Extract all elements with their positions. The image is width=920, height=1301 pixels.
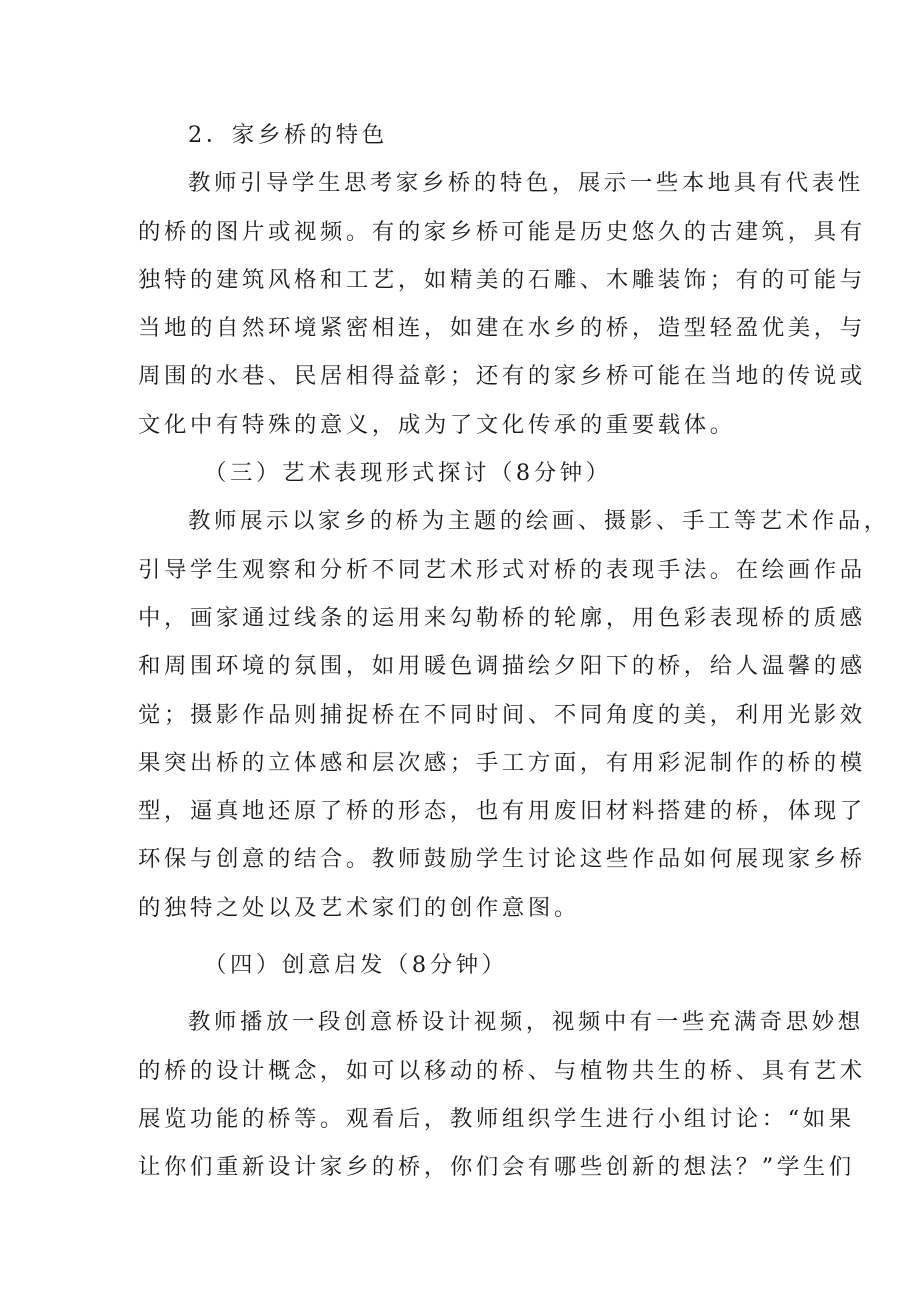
paragraph-line: 环保与创意的结合。教师鼓励学生讨论这些作品如何展现家乡桥 — [138, 846, 866, 873]
paragraph-line: 教师引导学生思考家乡桥的特色，展示一些本地具有代表性 — [188, 170, 864, 197]
paragraph-line: 文化中有特殊的意义，成为了文化传承的重要载体。 — [138, 411, 736, 438]
section-gap — [138, 989, 786, 998]
paragraph-line: 周围的水巷、民居相得益彰；还有的家乡桥可能在当地的传说或 — [138, 363, 866, 390]
paragraph-line: 教师展示以家乡的桥为主题的绘画、摄影、手工等艺术作品， — [188, 508, 890, 535]
section-gap — [138, 932, 786, 941]
paragraph-line: 让你们重新设计家乡的桥，你们会有哪些创新的想法？”学生们 — [138, 1154, 855, 1181]
section-heading: 2．家乡桥的特色 — [188, 122, 388, 148]
document-body — [138, 111, 890, 1192]
section-heading: （三）艺术表现形式探讨（8分钟） — [204, 460, 612, 487]
paragraph-line: 的桥的图片或视频。有的家乡桥可能是历史悠久的古建筑，具有 — [138, 218, 866, 245]
paragraph-line: 的独特之处以及艺术家们的创作意图。 — [138, 894, 580, 921]
paragraph-line: 展览功能的桥等。观看后，教师组织学生进行小组讨论：“如果 — [138, 1105, 855, 1132]
paragraph-line: 和周围环境的氛围，如用暖色调描绘夕阳下的桥，给人温馨的感 — [138, 653, 866, 680]
paragraph-line: 果突出桥的立体感和层次感；手工方面，有用彩泥制作的桥的模 — [138, 749, 866, 776]
section-heading: （四）创意启发（8分钟） — [204, 952, 508, 979]
paragraph-line: 独特的建筑风格和工艺，如精美的石雕、木雕装饰；有的可能与 — [138, 266, 866, 293]
paragraph-line: 的桥的设计概念，如可以移动的桥、与植物共生的桥、具有艺术 — [138, 1057, 866, 1084]
paragraph-line: 觉；摄影作品则捕捉桥在不同时间、不同角度的美，利用光影效 — [138, 701, 866, 728]
paragraph-line: 引导学生观察和分析不同艺术形式对桥的表现手法。在绘画作品 — [138, 556, 866, 583]
paragraph-line: 中，画家通过线条的运用来勾勒桥的轮廓，用色彩表现桥的质感 — [138, 604, 866, 631]
paragraph-line: 型，逼真地还原了桥的形态，也有用废旧材料搭建的桥，体现了 — [138, 798, 866, 825]
paragraph-line: 当地的自然环境紧密相连，如建在水乡的桥，造型轻盈优美，与 — [138, 315, 866, 342]
paragraph-line: 教师播放一段创意桥设计视频，视频中有一些充满奇思妙想 — [188, 1009, 864, 1036]
